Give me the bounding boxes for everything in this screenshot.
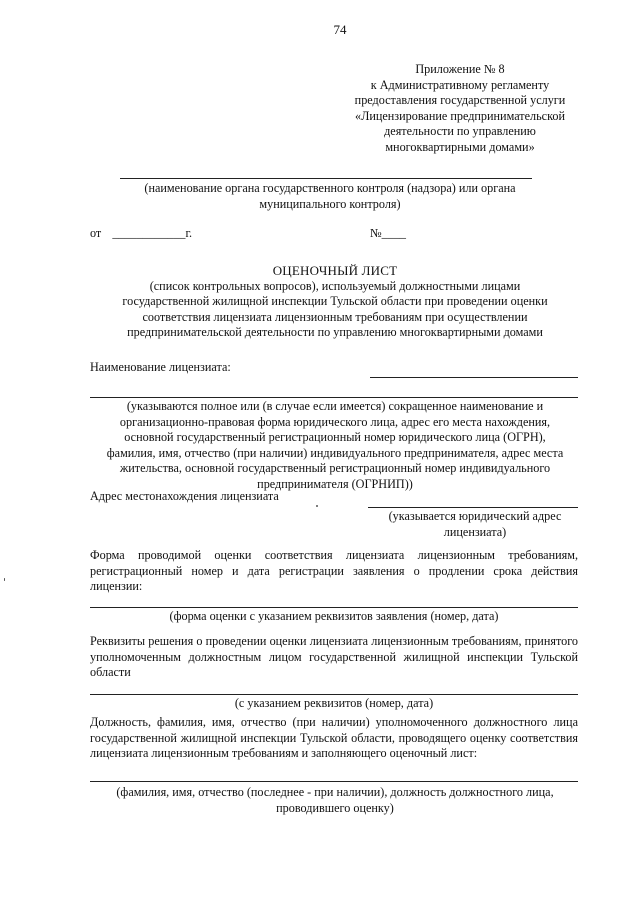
caption-line: предпринимателя (ОГРНИП)): [257, 476, 413, 491]
caption-line: муниципального контроля): [259, 196, 401, 211]
appendix-line: предоставления государственной услуги: [354, 93, 566, 108]
from-label: от: [90, 226, 102, 240]
caption-line: организационно-правовая форма юридического лица, адрес его места нахождения,: [119, 414, 551, 429]
subtitle-line: предпринимательской деятельности по управлению многоквартирными домами: [127, 325, 543, 340]
document-header: [80, 263, 590, 341]
licensee-name-label: Наименование лицензиата:: [90, 360, 231, 374]
caption-line: (фамилия, имя, отчество (последнее - при наличии), должность должностного лица,: [116, 785, 554, 799]
control-body-caption: [80, 181, 580, 212]
caption-line: лицензиата): [443, 524, 507, 539]
subtitle-line: (список контрольных вопросов), используемый должностными лицами: [149, 278, 521, 293]
appendix-line: деятельности по управлению: [384, 124, 536, 139]
caption-line: основной государственный регистрационный номер юридического лица (ОГРН),: [124, 430, 546, 445]
assessment-form-line: [90, 607, 578, 608]
appendix-line: «Лицензирование предпринимательской: [354, 108, 566, 123]
official-caption: [80, 785, 590, 816]
date-row: [90, 226, 192, 242]
appendix-line: к Административному регламенту: [370, 77, 550, 92]
decision-line: [90, 694, 578, 695]
caption-line: (указываются полное или (в случае если имеется) сокращенное наименование и: [126, 399, 544, 413]
licensee-address-label: Адрес местонахождения лицензиата: [90, 489, 279, 503]
assessment-form-caption: (форма оценки с указанием реквизитов заявления (номер, дата): [169, 609, 499, 623]
official-text: Должность, фамилия, имя, отчество (при наличии) уполномоченного должностного лица государственной жилищной инспекции Тульской области, проводящего оценку соответствия лицензиата лицензионным требованиям и заполняющего оценочный лист:: [90, 715, 578, 761]
scan-mark: [4, 578, 5, 581]
caption-line: жительства, основной государственный регистрационный номер индивидуального: [119, 461, 551, 476]
caption-line: фамилия, имя, отчество (при наличии) индивидуального предпринимателя, адрес места: [106, 445, 564, 460]
control-body-line: [120, 178, 532, 179]
caption-line: проводившего оценку): [276, 800, 394, 815]
subtitle-line: государственной жилищной инспекции Тульской области при проведении оценки: [122, 294, 548, 309]
number-field: №____: [370, 226, 407, 240]
official-line: [90, 781, 578, 782]
licensee-address-line: [368, 507, 578, 508]
decision-text: Реквизиты решения о проведении оценки лицензиата лицензионным требованиям, принятого уполномоченным должностным лицом государственной жилищной инспекции Тульской области: [90, 634, 578, 680]
appendix-line: многоквартирными домами»: [385, 139, 535, 154]
assessment-form-text: Форма проводимой оценки соответствия лицензиата лицензионным требованиям, регистрационный номер и дата регистрации заявления о продлении срока действия лицензии:: [90, 548, 578, 594]
document-title: ОЦЕНОЧНЫЙ ЛИСТ: [272, 263, 398, 278]
page-number: 74: [333, 22, 347, 37]
scan-dot: [316, 505, 318, 507]
year-suffix: г.: [185, 226, 193, 240]
licensee-name-line-short: [370, 377, 578, 378]
appendix-line: Приложение № 8: [415, 62, 505, 76]
licensee-name-line: [90, 397, 578, 398]
date-blank: ____________: [112, 226, 186, 240]
subtitle-line: соответствия лицензиата лицензионным требованиям при осуществлении: [142, 309, 528, 324]
caption-line: (указывается юридический адрес: [388, 509, 562, 523]
caption-line: (наименование органа государственного контроля (надзора) или органа: [144, 181, 516, 195]
licensee-address-caption: [360, 509, 590, 540]
licensee-name-caption: [80, 399, 590, 493]
appendix-block: [335, 62, 585, 156]
decision-caption: (с указанием реквизитов (номер, дата): [234, 696, 434, 710]
